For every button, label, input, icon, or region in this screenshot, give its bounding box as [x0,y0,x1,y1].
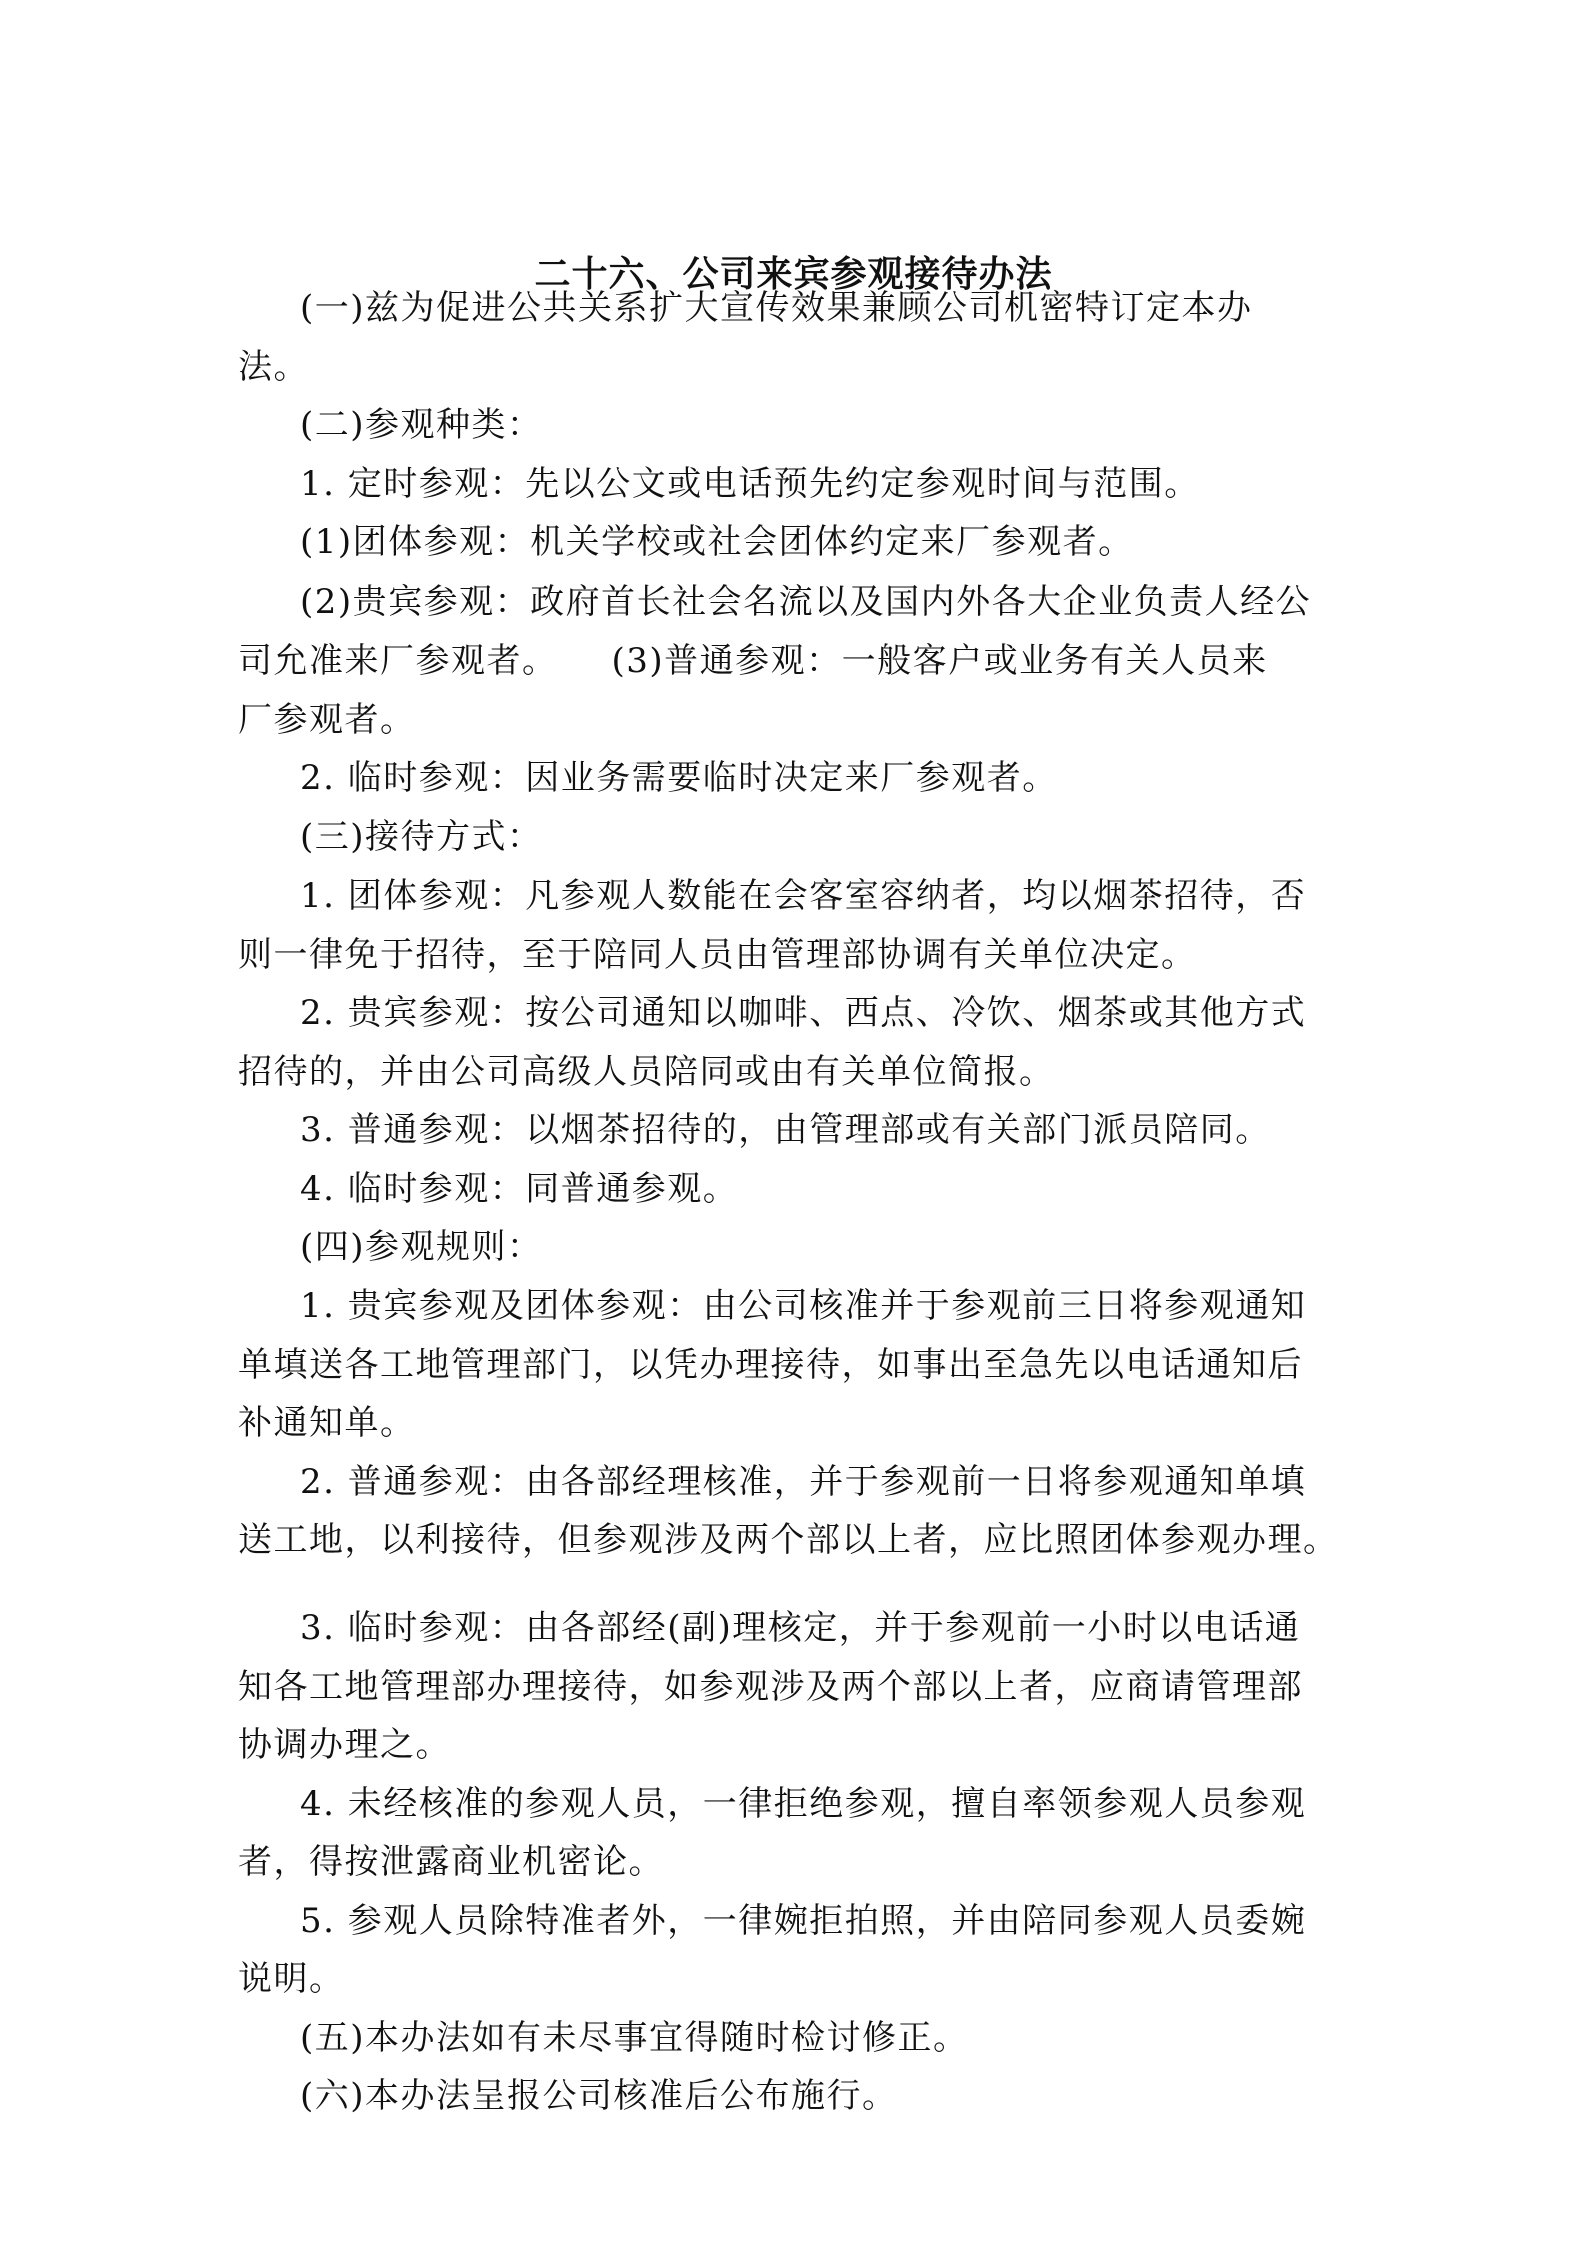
paragraph-line: 厂参观者。 [238,700,416,740]
paragraph-line: 协调办理之。 [238,1725,451,1765]
paragraph-line: 知各工地管理部办理接待，如参观涉及两个部以上者，应商请管理部 [238,1667,1303,1707]
paragraph-line: 5. 参观人员除特准者外，一律婉拒拍照，并由陪同参观人员委婉 [300,1901,1307,1941]
paragraph-line: 3. 普通参观：以烟茶招待的，由管理部或有关部门派员陪同。 [300,1110,1271,1150]
paragraph-line: 单填送各工地管理部门，以凭办理接待，如事出至急先以电话通知后 [238,1345,1303,1385]
paragraph-line: (1)团体参观：机关学校或社会团体约定来厂参观者。 [300,522,1134,562]
paragraph-line: 1. 定时参观：先以公文或电话预先约定参观时间与范围。 [300,464,1200,504]
paragraph-line: 3. 临时参观：由各部经(副)理核定，并于参观前一小时以电话通 [300,1608,1301,1648]
paragraph-line: (三)接待方式： [300,817,543,857]
document-title: 二十六、公司来宾参观接待办法 [534,254,1053,295]
paragraph-line: 说明。 [238,1959,345,1999]
paragraph-line: (四)参观规则： [300,1227,543,1267]
paragraph-line: 4. 未经核准的参观人员，一律拒绝参观，擅自率领参观人员参观 [300,1784,1307,1824]
paragraph-line: 送工地，以利接待，但参观涉及两个部以上者，应比照团体参观办理。 [238,1520,1339,1560]
paragraph-line: (六)本办法呈报公司核准后公布施行。 [300,2076,898,2116]
paragraph-line: 2. 普通参观：由各部经理核准，并于参观前一日将参观通知单填 [300,1462,1307,1502]
paragraph-line: 2. 贵宾参观：按公司通知以咖啡、西点、冷饮、烟茶或其他方式 [300,993,1307,1033]
paragraph-line: 司允准来厂参观者。 (3)普通参观：一般客户或业务有关人员来 [238,641,1268,681]
paragraph-line: 补通知单。 [238,1403,416,1443]
paragraph-line: (五)本办法如有未尽事宜得随时检讨修正。 [300,2018,969,2058]
paragraph-line: 1. 团体参观：凡参观人数能在会客室容纳者，均以烟茶招待，否 [300,876,1307,916]
paragraph-line: (二)参观种类： [300,405,543,445]
paragraph-line: 法。 [238,347,309,387]
paragraph-line: 者，得按泄露商业机密论。 [238,1842,664,1882]
paragraph-line: 则一律免于招待，至于陪同人员由管理部协调有关单位决定。 [238,935,1197,975]
paragraph-line: 2. 临时参观：因业务需要临时决定来厂参观者。 [300,758,1058,798]
paragraph-line: (一)兹为促进公共关系扩大宣传效果兼顾公司机密特订定本办 [300,288,1253,328]
paragraph-line: 1. 贵宾参观及团体参观：由公司核准并于参观前三日将参观通知 [300,1286,1307,1326]
paragraph-line: 4. 临时参观：同普通参观。 [300,1169,739,1209]
paragraph-line: 招待的，并由公司高级人员陪同或由有关单位简报。 [238,1052,1055,1092]
paragraph-line: (2)贵宾参观：政府首长社会名流以及国内外各大企业负责人经公 [300,582,1312,622]
